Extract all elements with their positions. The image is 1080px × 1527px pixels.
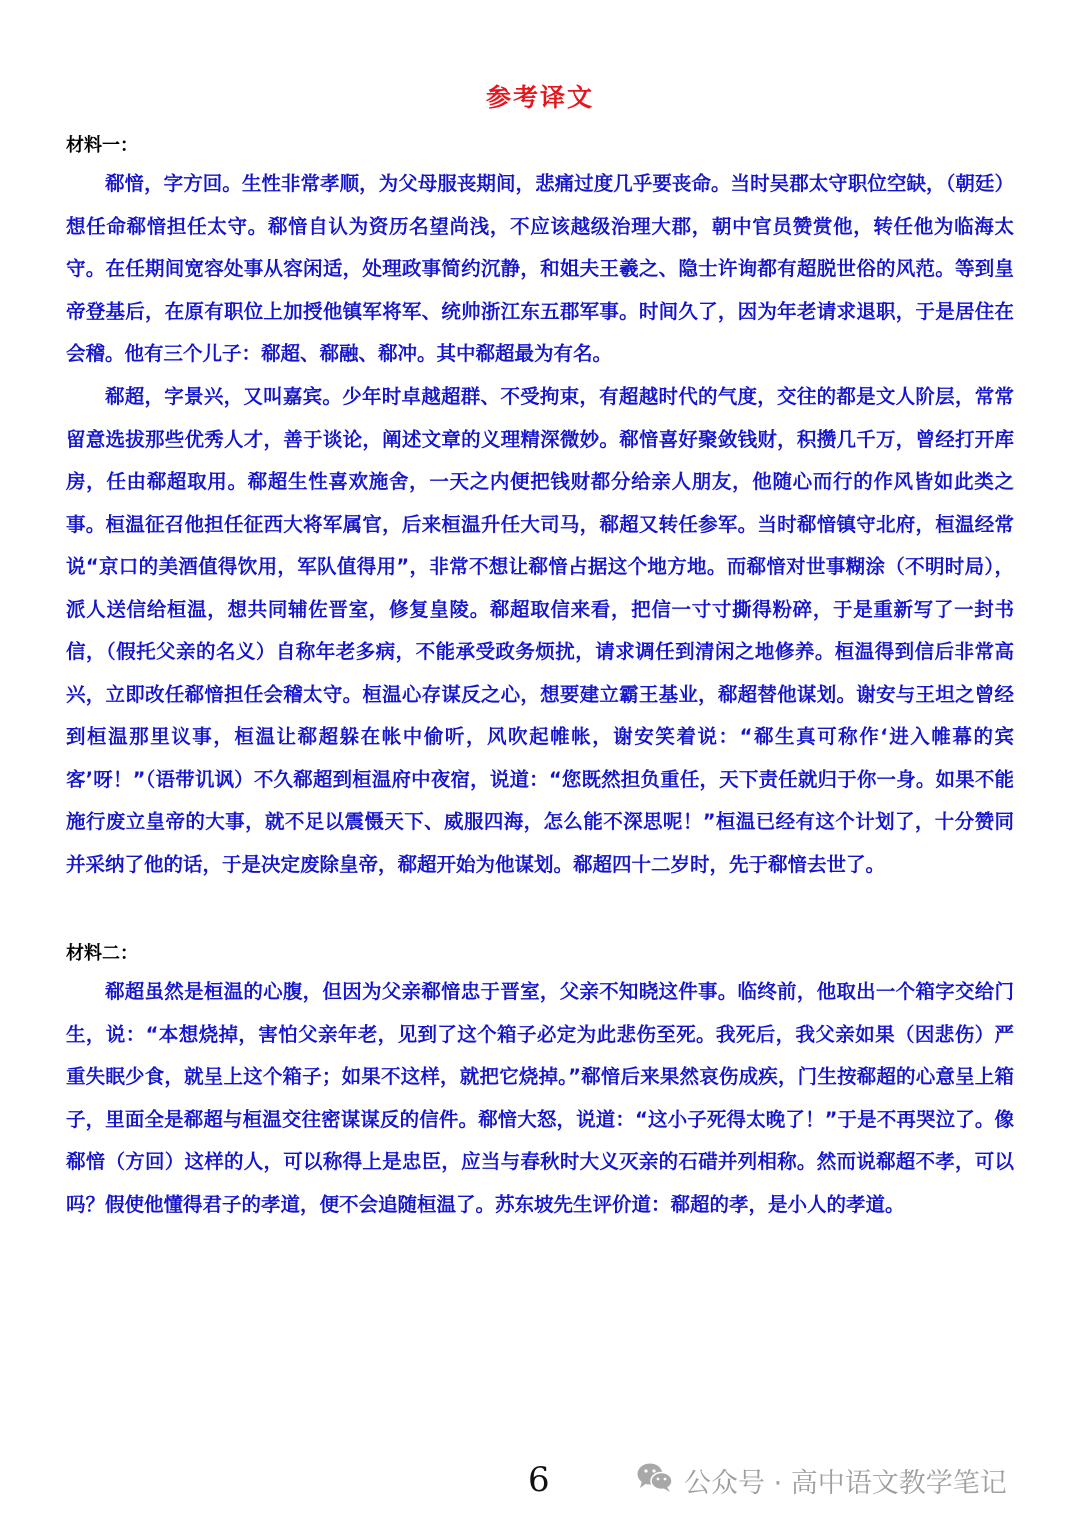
watermark-text: 公众号 · 高中语文教学笔记	[684, 1468, 1007, 1499]
paragraph: 郗超，字景兴，又叫嘉宾。少年时卓越超群、不受拘束，有超越时代的气度，交往的都是文人阶层，常常留意选拔那些优秀人才，善于谈论，阐述文章的义理精深微妙。郗愔喜好聚敛钱财，积攒几千万，曾经打开库房，任由郗超取用。郗超生性喜欢施舍，一天之内便把钱财都分给亲人朋友，他随心而行的作风皆如此类之事。桓温征召他担任征西大将军属官，后来桓温升任大司马，郗超又转任参军。当时郗愔镇守北府，桓温经常说“京口的美酒值得饮用，军队值得用”，非常不想让郗愔占据这个地方地。而郗愔对世事糊涂（不明时局），派人送信给桓温，想共同辅佐晋室，修复皇陵。郗超取信来看，把信一寸寸撕得粉碎，于是重新写了一封书信，（假托父亲的名义）自称年老多病，不能承受政务烦扰，请求调任到清闲之地修养。桓温得到信后非常高兴，立即改任郗愔担任会稽太守。桓温心存谋反之心，想要建立霸王基业，郗超替他谋划。谢安与王坦之曾经到桓温那里议事，桓温让郗超躲在帐中偷听，风吹起帷帐，谢安笑着说：“郗生真可称作‘进入帷幕的宾客’呀！”（语带讥讽）不久郗超到桓温府中夜宿，说道：“您既然担负重任，天下责任就归于你一身。如果不能施行废立皇帝的大事，就不足以震慑天下、威服四海，怎么能不深思呢！”桓温已经有这个计划了，十分赞同并采纳了他的话，于是决定废除皇帝，郗超开始为他谋划。郗超四十二岁时，先于郗愔去世了。	[66, 385, 1014, 876]
paragraph: 郗超虽然是桓温的心腹，但因为父亲郗愔忠于晋室，父亲不知晓这件事。临终前，他取出一个箱字交给门生，说：“本想烧掉，害怕父亲年老，见到了这个箱子必定为此悲伤至死。我死后，我父亲如果（因悲伤）严重失眠少食，就呈上这个箱子；如果不这样，就把它烧掉。”郗愔后来果然哀伤成疾，门生按郗超的心意呈上箱子，里面全是郗超与桓温交往密谋谋反的信件。郗愔大怒，说道：“这小子死得太晚了！”于是不再哭泣了。像郗愔（方回）这样的人，可以称得上是忠臣，应当与春秋时大义灭亲的石碏并列相称。然而说郗超不孝，可以吗？假使他懂得君子的孝道，便不会追随桓温了。苏东坡先生评价道：郗超的孝，是小人的孝道。	[66, 980, 1014, 1216]
section-label-material-1: 材料一：	[66, 135, 138, 156]
section-label-material-2: 材料二：	[66, 943, 138, 964]
wechat-icon	[636, 1461, 684, 1500]
page-number: 6	[528, 1460, 550, 1500]
page-title: 参考译文	[485, 83, 594, 112]
watermark	[636, 1461, 1007, 1500]
paragraph: 郗愔，字方回。生性非常孝顺，为父母服丧期间，悲痛过度几乎要丧命。当时吴郡太守职位空缺，（朝廷）想任命郗愔担任太守。郗愔自认为资历名望尚浅，不应该越级治理大郡，朝中官员赞赏他，转任他为临海太守。在任期间宽容处事从容闲适，处理政事简约沉静，和姐夫王羲之、隐士许询都有超脱世俗的风范。等到皇帝登基后，在原有职位上加授他镇军将军、统帅浙江东五郡军事。时间久了，因为年老请求退职，于是居住在会稽。他有三个儿子：郗超、郗融、郗冲。其中郗超最为有名。	[66, 172, 1014, 365]
